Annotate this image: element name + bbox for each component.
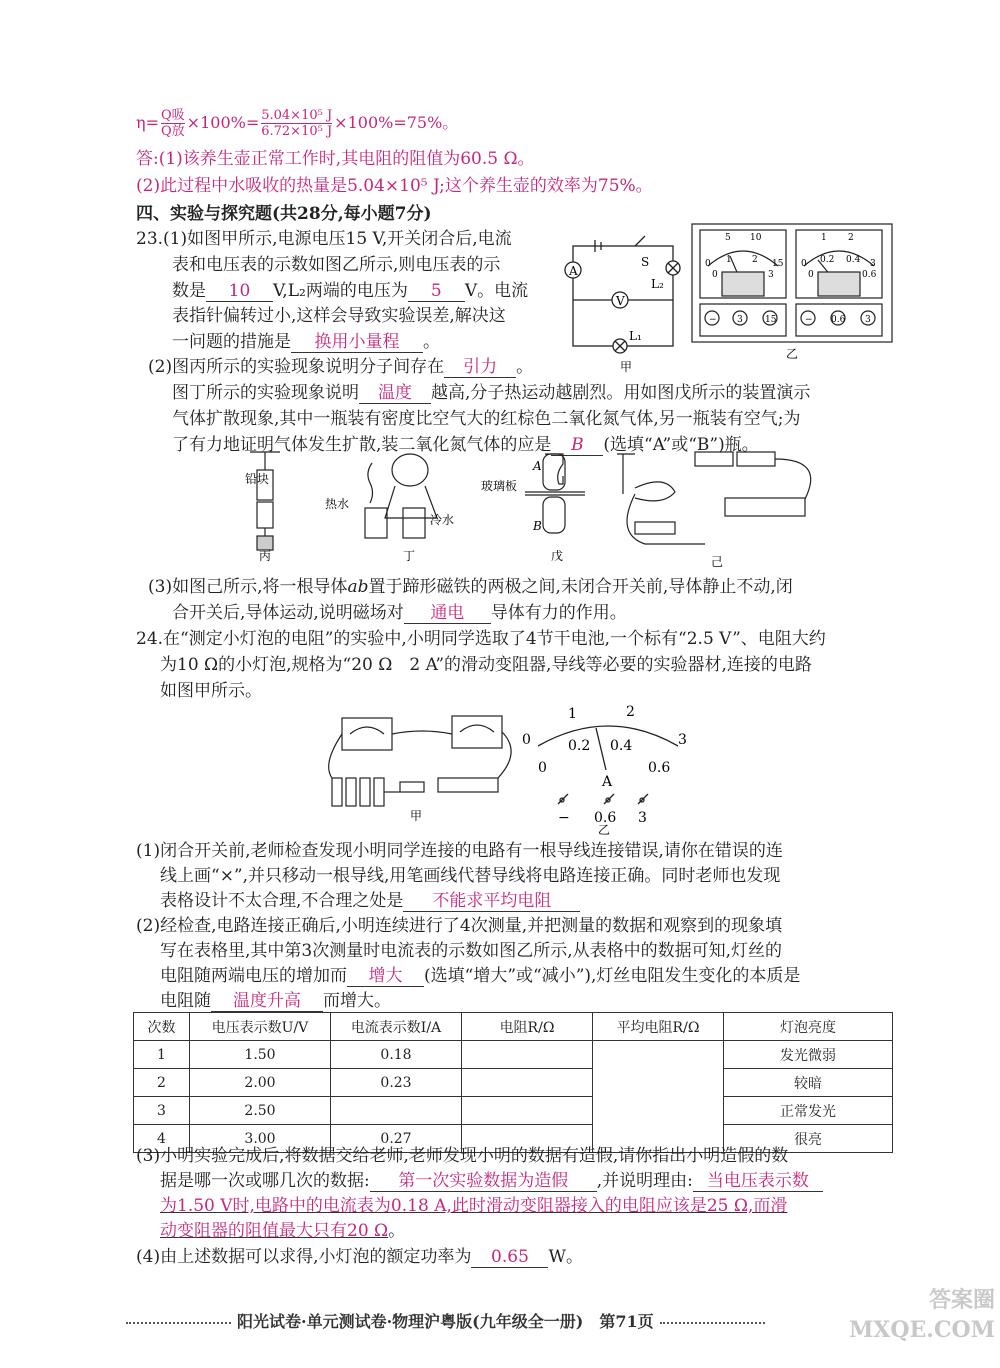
efficiency-formula: η= $\frac{\text{Q吸}}{\text{Q放}}$ ×100%= $\frac{\text{5.04×10⁵ J}}{\text{6.72×10⁵ J}}$ ×100%=75%。 (136, 108, 459, 139)
table-cell: 4 (134, 1125, 190, 1153)
ammeter-outer-tick: 2 (626, 704, 635, 720)
hot-water-label: 热水 (325, 497, 350, 511)
q23-part3-line-1: (3)如图己所示,将一根导体ab置于蹄形磁铁的两极之间,未闭合开关前,导体静止不动,闭 (148, 577, 793, 597)
ammeter-terminal: 3 (638, 810, 647, 826)
ammeter-inner-tick: 0.4 (846, 255, 861, 265)
answer-reason-line-2: 为1.50 V时,电路中的电流表为0.18 A,此时滑动变阻器接入的电阻应该是25 Ω,而滑 (160, 1196, 788, 1216)
glass-plate-label: 玻璃板 (481, 479, 518, 493)
ammeter-terminal: − (805, 315, 813, 325)
voltmeter-tick: 15 (772, 259, 784, 269)
ammeter-outer-tick: 0 (522, 732, 531, 748)
ammeter-tick: 1 (821, 233, 827, 243)
q23-part2-line-1: (2)图丙所示的实验现象说明分子间存在 引力 。 (148, 357, 534, 377)
voltmeter-terminal: − (709, 315, 717, 325)
table-header: 电压表示数U/V (190, 1013, 331, 1041)
table-cell: 正常发光 (724, 1097, 893, 1125)
q23-line-2: 表和电压表的示数如图乙所示,则电压表的示 (172, 255, 501, 275)
table-cell: 0.23 (331, 1069, 462, 1097)
table-cell-average (593, 1041, 724, 1153)
table-header: 电阻R/Ω (462, 1013, 593, 1041)
table-cell (462, 1041, 593, 1069)
answer-voltage: 10 (206, 281, 273, 302)
q24-part1-line-1: (1)闭合开关前,老师检查发现小明同学连接的电路有一根导线连接错误,请你在错误的连 (136, 841, 783, 861)
q24-part4-line: (4)由上述数据可以求得,小灯泡的额定功率为 0.65 W。 (136, 1247, 583, 1267)
bottle-a-label: A (533, 459, 542, 473)
q24-part2-line-1: (2)经检查,电路连接正确后,小明连续进行了4次测量,并把测量的数据和观察到的现象填 (136, 916, 783, 936)
voltmeter-inner-tick: 2 (752, 255, 758, 265)
q24-part2-line-2: 写在表格里,其中第3次测量时电流表的示数如图乙所示,从表格中的数据可知,灯丝的 (160, 941, 783, 961)
q24-line-3: 如图甲所示。 (160, 681, 262, 701)
ammeter-inner-tick: 0 (538, 760, 547, 776)
table-cell (331, 1097, 462, 1125)
ammeter-tick: 3 (870, 259, 876, 269)
table-row (134, 1069, 893, 1097)
ammeter-inner-tick: 0.2 (820, 255, 835, 265)
section-heading: 四、实验与探究题(共28分,每小题7分) (136, 204, 432, 224)
table-cell: 较暗 (724, 1069, 893, 1097)
table-header-row (134, 1013, 893, 1041)
table-cell: 0.18 (331, 1041, 462, 1069)
ammeter-inner-tick: 0 (808, 270, 814, 280)
footer-title: 阳光试卷·单元测试卷·物理沪粤版(九年级全一册) (237, 1312, 584, 1331)
q23-line-4: 表指针偏转过小,这样会导致实验误差,解决这 (172, 306, 506, 326)
footer-dots-left (126, 1322, 231, 1324)
table-cell: 发光微弱 (724, 1041, 893, 1069)
answer-unreasonable: 不能求平均电阻 (403, 891, 580, 912)
value-fraction: $\frac{\text{5.04×10⁵ J}}{\text{6.72×10⁵ J}}$ (261, 108, 333, 139)
figure-circuit-jia (565, 228, 685, 374)
figure-label-jia: 甲 (620, 360, 633, 374)
q-fraction: $\frac{\text{Q吸}}{\text{Q放}}$ (161, 108, 185, 139)
answer-increase: 增大 (347, 966, 424, 987)
ammeter-terminal: 0.6 (594, 810, 617, 826)
lead-block-label: 铅块 (245, 472, 270, 486)
q24-part2-line-3: 电阻随两端电压的增加而 增大 (选填“增大”或“减小”),灯丝电阻发生变化的本质是 (160, 966, 801, 986)
eta-symbol: η= (136, 113, 159, 132)
table-cell (462, 1069, 593, 1097)
ammeter-inner-tick: 0.6 (648, 760, 671, 776)
answer-temp-rise: 温度升高 (211, 991, 323, 1012)
q24-line-1: 24.在“测定小灯泡的电阻”的实验中,小明同学选取了4节干电池,一个标有“2.5 V”、电阻大约 (136, 629, 826, 649)
voltmeter-terminal: 15 (765, 315, 777, 325)
q24-part1-line-2: 线上画“×”,并只移动一根导线,用笔画线代替导线将电路连接正确。同时老师也发现 (160, 866, 781, 886)
figure-label-q24-yi: 乙 (598, 823, 611, 837)
answer-power: 0.65 (471, 1247, 548, 1268)
voltmeter-symbol: V (616, 294, 625, 308)
answer-l2-voltage: 5 (408, 281, 465, 302)
table-cell: 1 (134, 1041, 190, 1069)
answer-current: 通电 (404, 603, 491, 624)
q23-line-3: 数是 10 V,L₂两端的电压为 5 V。电流 (172, 281, 529, 301)
ammeter-outer-tick: 1 (568, 706, 577, 722)
answer-reason-start: 当电压表示数 (693, 1171, 823, 1192)
figure-row-experiments (225, 448, 845, 573)
page-number: 第71页 (599, 1312, 654, 1331)
q24-part1-line-3: 表格设计不太合理,不合理之处是 不能求平均电阻 (160, 888, 580, 915)
figure-label-ji: 己 (711, 555, 724, 569)
answer-measure: 换用小量程 (291, 332, 423, 353)
table-cell: 2 (134, 1069, 190, 1097)
voltmeter-tick: 10 (750, 233, 762, 243)
ammeter-inner-tick: 0.4 (610, 738, 633, 754)
answer-line-2: (2)此过程中水吸收的热量是5.04×10⁵ J;这个养生壶的效率为75%。 (136, 176, 653, 196)
watermark-logo: 答案圈 MXQE.COM (848, 1287, 995, 1343)
q24-part3-line-2: 据是哪一次或哪几次的数据: 第一次实验数据为造假 ,并说明理由: 当电压表示数 (160, 1168, 823, 1195)
table-row (134, 1097, 893, 1125)
switch-label: S (641, 255, 650, 269)
lamp-l2-label: L₂ (651, 277, 664, 291)
voltmeter-inner-tick: 1 (726, 255, 732, 265)
data-table (133, 1012, 893, 1153)
q24-line-2: 为10 Ω的小灯泡,规格为“20 Ω 2 A”的滑动变阻器,导线等必要的实验器材,连接的电路 (160, 655, 812, 675)
table-cell: 3.00 (190, 1125, 331, 1153)
q24-part3-line-1: (3)小明实验完成后,将数据交给老师,老师发现小明的数据有造假,请你指出小明造假的数 (136, 1146, 789, 1166)
ammeter-tick: 0 (801, 259, 807, 269)
voltmeter-tick: 0 (705, 259, 711, 269)
figure-label-ding: 丁 (403, 549, 416, 563)
figure-label-yi: 乙 (786, 347, 799, 361)
answer-line-1: 答:(1)该养生壶正常工作时,其电阻的阻值为60.5 Ω。 (136, 149, 535, 169)
footer-dots-right (660, 1322, 765, 1324)
voltmeter-inner-tick: 3 (768, 270, 774, 280)
q24-part2-line-4: 电阻随 温度升高 而增大。 (160, 991, 391, 1011)
figure-meters-yi (690, 222, 895, 361)
table-header: 次数 (134, 1013, 190, 1041)
figure-q24-ammeter-yi (518, 704, 698, 837)
answer-force: 引力 (444, 357, 516, 378)
q23-part2-line-4: 了有力地证明气体发生扩散,装二氧化氮气体的应是 B (选填“A”或“B”)瓶。 (172, 435, 759, 455)
table-cell: 2.00 (190, 1069, 331, 1097)
answer-reason-line-3: 动变阻器的阻值最大只有20 Ω (160, 1221, 389, 1241)
voltmeter-tick: 5 (725, 233, 731, 243)
figure-label-wu: 戊 (551, 549, 564, 563)
table-header: 灯泡亮度 (724, 1013, 893, 1041)
bottle-b-label: B (533, 519, 542, 533)
table-header: 平均电阻R/Ω (593, 1013, 724, 1041)
ammeter-inner-tick: 0.2 (568, 738, 591, 754)
table-cell: 0.27 (331, 1125, 462, 1153)
q23-line-1: 23.(1)如图甲所示,电源电压15 V,开关闭合后,电流 (136, 229, 512, 249)
table-cell: 3 (134, 1097, 190, 1125)
voltmeter-inner-tick: 0 (712, 270, 718, 280)
ammeter-center-label: A (602, 774, 613, 790)
table-cell (462, 1097, 593, 1125)
table-row (134, 1041, 893, 1069)
cold-water-label: 冷水 (430, 513, 455, 527)
ammeter-symbol: A (569, 264, 578, 278)
ammeter-terminal: 0.6 (831, 315, 846, 325)
q23-part2-line-3: 气体扩散现象,其中一瓶装有密度比空气大的红棕色二氧化氮气体,另一瓶装有空气;为 (172, 409, 801, 429)
q24-part3-line-4: 动变阻器的阻值最大只有20 Ω。 (160, 1221, 406, 1241)
table-cell: 1.50 (190, 1041, 331, 1069)
figure-q24-circuit-jia (320, 712, 520, 827)
ammeter-outer-tick: 3 (678, 732, 687, 748)
answer-bottle: B (551, 435, 603, 456)
answer-fake-data: 第一次实验数据为造假 (370, 1171, 597, 1192)
table-cell: 很亮 (724, 1125, 893, 1153)
ammeter-inner-tick: 0.6 (862, 270, 877, 280)
q23-part2-line-2: 图丁所示的实验现象说明 温度 越高,分子热运动越剧烈。用如图戊所示的装置演示 (172, 383, 811, 403)
ammeter-terminal: 3 (865, 315, 871, 325)
table-header: 电流表示数I/A (331, 1013, 462, 1041)
lamp-l1-label: L₁ (629, 329, 642, 343)
table-cell: 2.50 (190, 1097, 331, 1125)
figure-label-bing: 丙 (259, 549, 272, 563)
answer-temperature: 温度 (359, 383, 431, 404)
ammeter-tick: 2 (848, 233, 854, 243)
page-footer (120, 1309, 890, 1332)
q23-line-5: 一问题的措施是 换用小量程 。 (172, 332, 440, 352)
figure-label-q24-jia: 甲 (410, 809, 423, 823)
q23-part3-line-2: 合开关后,导体运动,说明磁场对 通电 导体有力的作用。 (172, 603, 627, 623)
ammeter-terminal: − (558, 810, 570, 826)
voltmeter-terminal: 3 (737, 315, 743, 325)
